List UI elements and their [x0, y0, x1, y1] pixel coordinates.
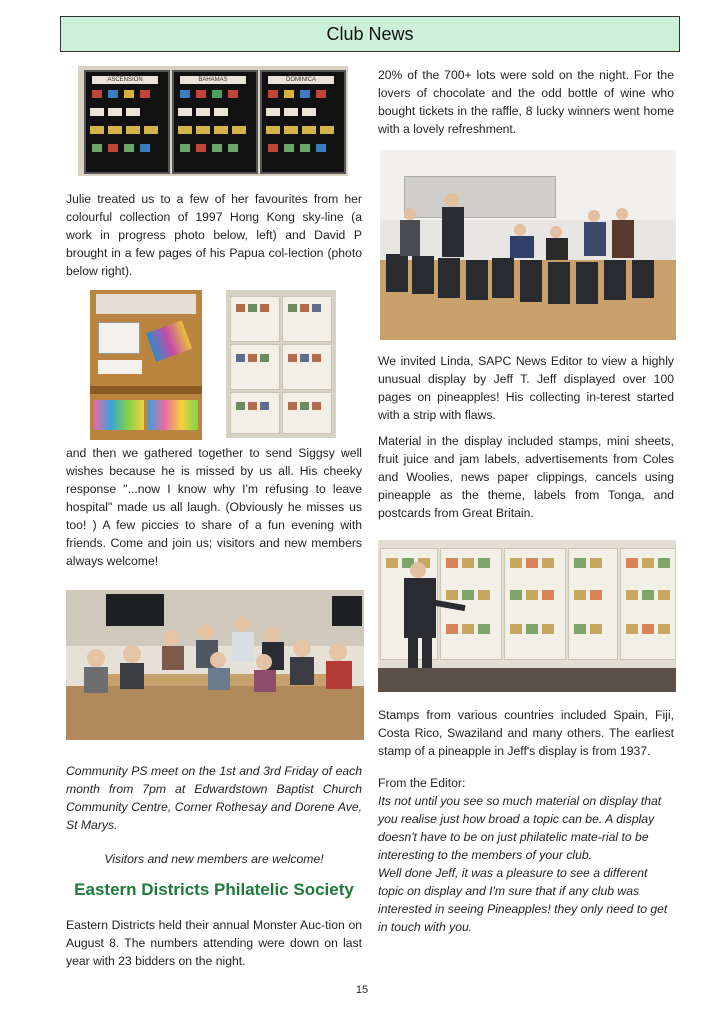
siggsy-paragraph: and then we gathered together to send Siggsy well wishes because he is missed by us all. His cheeky response "...now I know why I'm refusing to leave hospital" made us all laugh. (Obviously he misses us too! ) A few piccies to share of a fun evening with friends. Come and join us; visitors and new members always welcome! [66, 446, 362, 568]
hall-photo [380, 150, 676, 340]
material-paragraph: Material in the display included stamps, mini sheets, fruit juice and jam labels, advertisements from Coles and Woolies, news paper clippings, cancels using pineapple as the theme, labels from Tonga, and postcards from Great Britain. [378, 434, 674, 520]
board-label: BAHAMAS [180, 76, 246, 84]
page-header [60, 16, 680, 52]
papua-photo [226, 290, 336, 438]
eastern-districts-heading: Eastern Districts Philatelic Society [74, 880, 354, 899]
editor-heading: From the Editor: [378, 776, 466, 790]
julie-paragraph: Julie treated us to a few of her favourites from her colourful collection of 1997 Hong Kong sky-line (a work in progress photo below, left) and David P brought in a few pages of his Papua col-lection (photo below right). [66, 192, 362, 278]
pineapple-display-paragraph: We invited Linda, SAPC News Editor to view a highly unusual display by Jeff T. Jeff displayed over 100 pages on pineapples! His collecting in-terest started with a strip with flaws. [378, 354, 674, 422]
countries-paragraph: Stamps from various countries included Spain, Fiji, Costa Rico, Swaziland and many others. The earliest stamp of a pineapple in Jeff's display is from 1937. [378, 708, 674, 758]
board-label: DOMINICA [268, 76, 334, 84]
page-number: 15 [355, 984, 369, 996]
board-label: ASCENSION [92, 76, 158, 84]
group-photo [66, 590, 364, 740]
visitors-welcome: Visitors and new members are welcome! [104, 852, 324, 866]
raffle-paragraph: 20% of the 700+ lots were sold on the night. For the lovers of chocolate and the odd bottle of wine who bought tickets in the raffle, 8 lucky winners went home with a lovely refreshment. [378, 68, 674, 136]
stamp-boards-photo [78, 66, 348, 176]
page-header-title: Club News [326, 23, 414, 44]
eastern-districts-paragraph: Eastern Districts held their annual Monster Auc-tion on August 8. The numbers attending were down on last year with 23 bidders on the night. [66, 918, 362, 968]
editor-paragraph-2: Well done Jeff, it was a pleasure to see a different topic on display and I'm sure that if any club was interested in seeing Pineapples! they only need to get in touch with you. [378, 866, 668, 934]
pineapple-display-photo [378, 540, 676, 692]
hong-kong-photo [90, 290, 202, 440]
stamp-grid-graphic [78, 66, 348, 176]
editor-paragraph-1: Its not until you see so much material on display that you realise just how broad a topic can be. A display doesn't have to be on just philatelic mate-rial to be interesting to the members of your club. [378, 794, 662, 862]
community-meeting-info: Community PS meet on the 1st and 3rd Friday of each month from 7pm at Edwardstown Baptist Church Community Centre, Corner Rothesay and Dorene Ave, St Marys. [66, 764, 362, 832]
